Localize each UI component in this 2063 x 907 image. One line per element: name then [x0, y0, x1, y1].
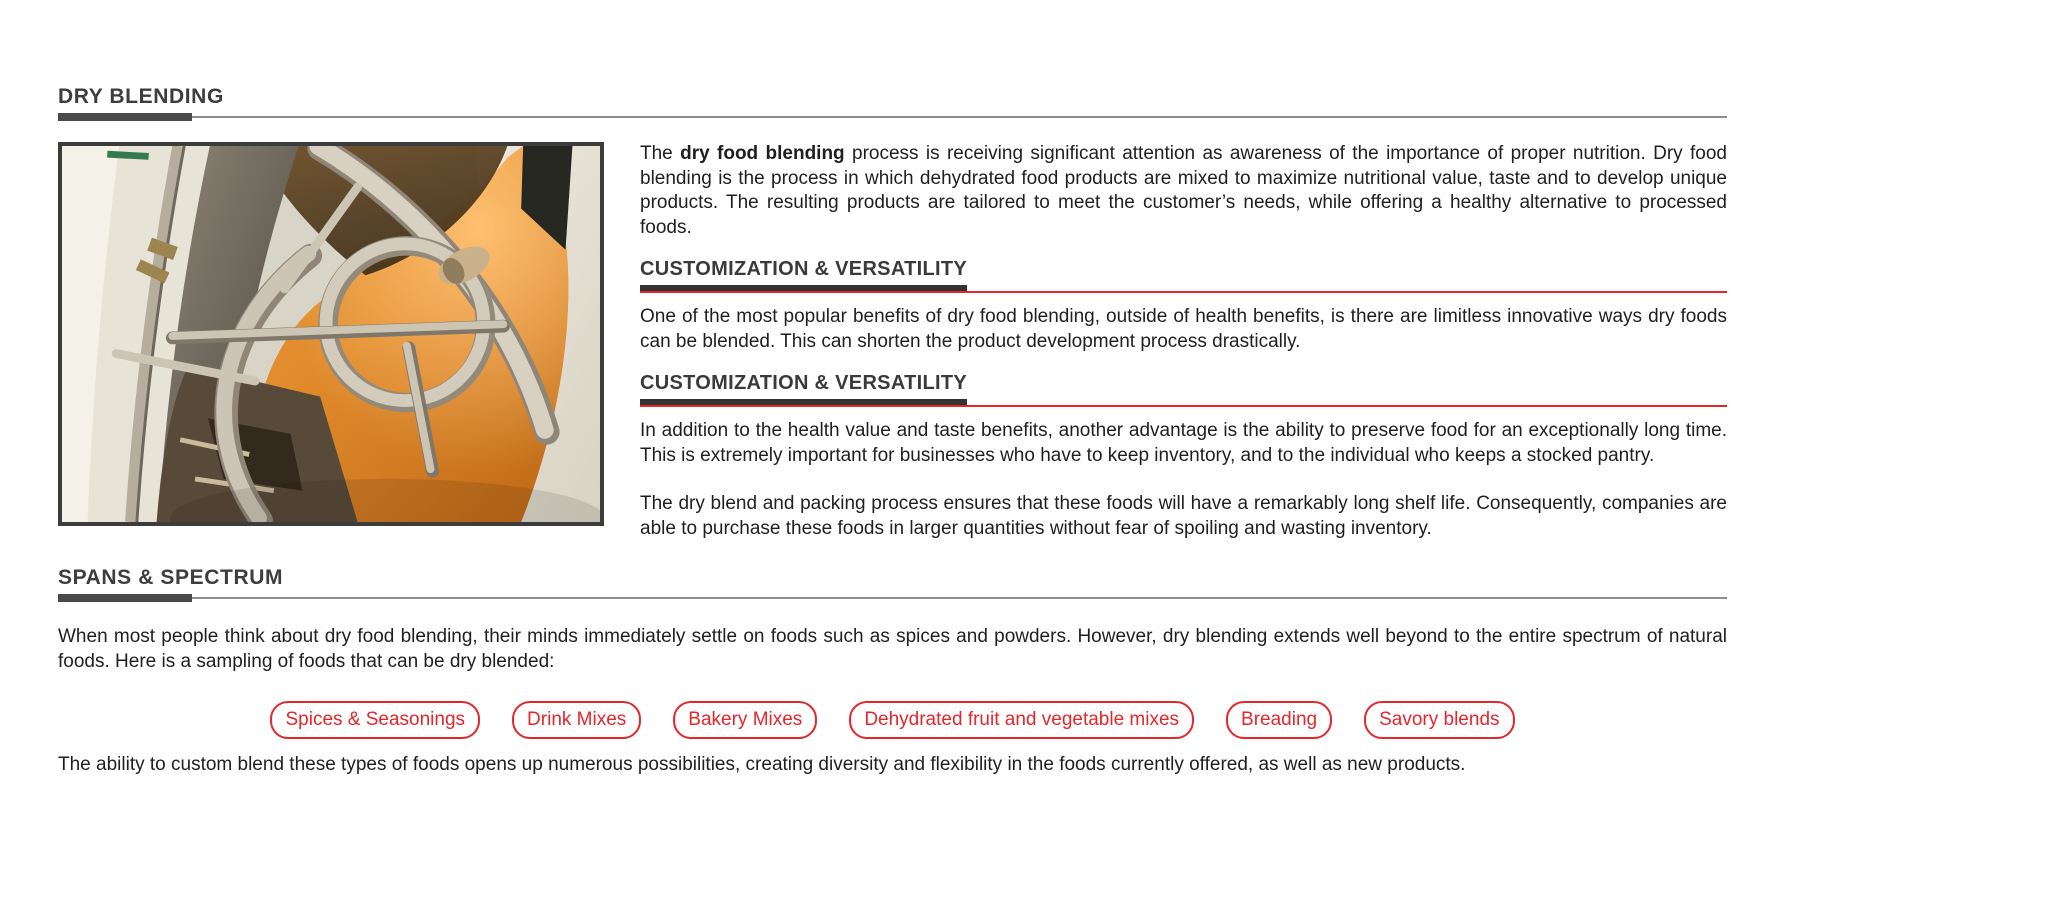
rule-thick-bar — [58, 113, 192, 121]
dry-blending-section — [58, 142, 1727, 541]
subsection-heading-2-redline — [640, 405, 1727, 407]
subsection-heading-2-title: CUSTOMIZATION & VERSATILITY — [640, 372, 967, 394]
subsection-heading-1 — [640, 257, 1727, 293]
dry-blending-title: DRY BLENDING — [58, 85, 224, 108]
section-spans-spectrum-header — [58, 567, 1727, 611]
intro-bold-phrase: dry food blending — [680, 143, 845, 164]
intro-paragraph — [640, 142, 1727, 240]
food-tags-row — [58, 701, 1727, 739]
spans-spectrum-title: SPANS & SPECTRUM — [58, 566, 284, 589]
tag-spices-seasonings[interactable]: Spices & Seasonings — [270, 701, 480, 739]
rule-thick-bar — [58, 594, 192, 602]
subsection-heading-1-redline — [640, 291, 1727, 293]
tag-bakery-mixes[interactable]: Bakery Mixes — [673, 701, 817, 739]
section-dry-blending-header — [58, 86, 1727, 130]
spans-spectrum-intro: When most people think about dry food blending, their minds immediately settle on foods such as spices and powders. However, dry blending extends well beyond to the entire spectrum of natural foods. Here is a sampling of foods that can be dry blended: — [58, 626, 1727, 672]
spans-spectrum-section — [58, 567, 1727, 778]
subsection-heading-1-inner — [640, 257, 967, 291]
subsection-heading-2 — [640, 371, 1727, 407]
subsection-heading-2-inner — [640, 371, 967, 405]
spans-spectrum-rule — [58, 594, 1727, 602]
rule-thin-line — [58, 116, 1727, 118]
dry-blending-photo — [58, 142, 604, 526]
subsection-2-paragraph-1: In addition to the health value and taste benefits, another advantage is the ability to preserve food for an exceptionally long time. This is extremely important for businesses who have to keep inventory, and to the individual who keeps a stocked pantry. — [640, 420, 1727, 466]
page-content — [58, 86, 1727, 778]
intro-prefix: The — [640, 143, 681, 164]
subsection-1-paragraph: One of the most popular benefits of dry food blending, outside of health benefits, is there are limitless innovative ways dry foods can be blended. This can shorten the product development process drastically. — [640, 306, 1727, 352]
subsection-heading-1-title: CUSTOMIZATION & VERSATILITY — [640, 258, 967, 280]
tag-drink-mixes[interactable]: Drink Mixes — [512, 701, 641, 739]
dry-blending-rule — [58, 113, 1727, 121]
dry-blending-text-column — [640, 142, 1727, 541]
closing-paragraph: The ability to custom blend these types of foods opens up numerous possibilities, creating diversity and flexibility in the foods currently offered, as well as new products. — [58, 754, 1466, 775]
tag-dehydrated-fruit-vegetable-mixes[interactable]: Dehydrated fruit and vegetable mixes — [849, 701, 1194, 739]
subsection-2-paragraph-2: The dry blend and packing process ensures that these foods will have a remarkably long shelf life. Consequently, companies are able to purchase these foods in larger quantities without fear of spoiling and wasting inventory. — [640, 493, 1727, 539]
tag-savory-blends[interactable]: Savory blends — [1364, 701, 1514, 739]
rule-thin-line — [58, 597, 1727, 599]
ribbon-blender-illustration — [62, 146, 600, 522]
intro-rest: process is receiving significant attention as awareness of the importance of proper nutrition. Dry food blending is the process in which dehydrated food products are mixed to maximize nutritional value, taste and to develop unique products. The resulting products are tailored to meet the customer’s needs, while offering a healthy alternative to processed foods. — [640, 143, 1727, 238]
tag-breading[interactable]: Breading — [1226, 701, 1332, 739]
